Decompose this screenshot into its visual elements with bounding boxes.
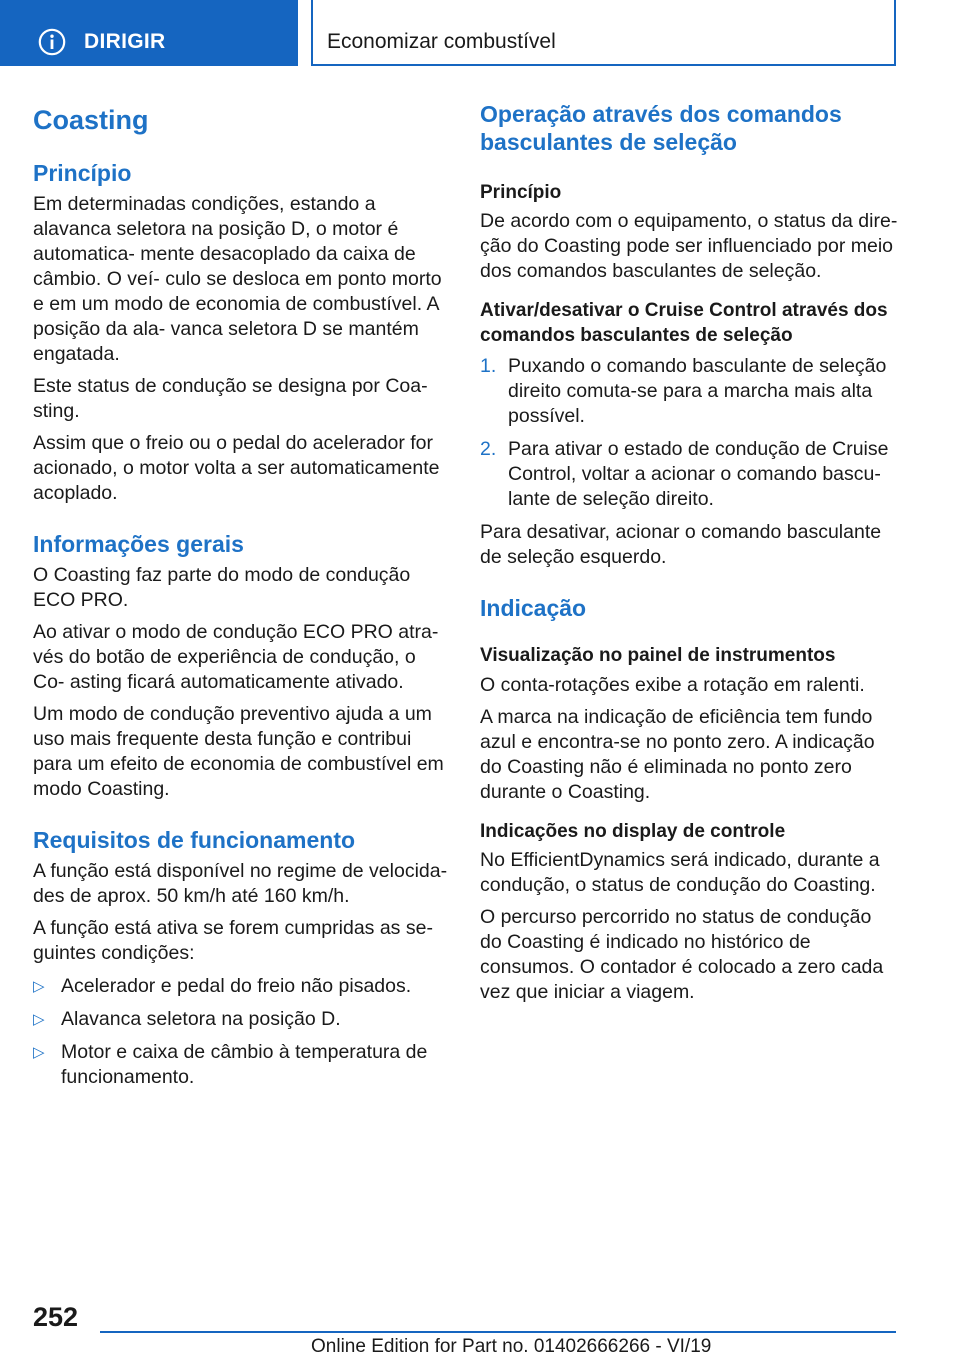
paragraph: Em determinadas condições, estando a alavanca seletora na posição D, o motor é automatica‐ mente desacoplado da caixa de câmbio. O veí‐ culo se desloca em ponto morto e em um modo de economia de combustível. A posição da ala‐ vanca seletora D se mantém engatada. [33,193,442,365]
paragraph: Este status de condução se designa por Coa‐ sting. [33,375,428,422]
step-item [480,437,898,512]
paragraph: Um modo de condução preventivo ajuda a um uso mais frequente desta função e contribui para um efeito de economia de combustível em modo Coasting. [33,703,444,800]
section-tab[interactable] [0,0,298,66]
paragraph: Para desativar, acionar o comando basculante de seleção esquerdo. [480,521,882,568]
triangle-bullet-icon: ▷ [33,1011,45,1028]
subheading-display: Indicações no display de controle [480,821,786,842]
list-item [33,974,451,999]
step-item [480,354,898,429]
paragraph: O conta-rotações exibe a rotação em ralenti. [480,674,865,696]
footer-divider [100,1331,896,1333]
heading-operacao: Operação através dos comandos basculantes de seleção [480,101,842,155]
paragraph: A marca na indicação de eficiência tem fundo azul e encontra-se no ponto zero. A indicação do Coasting não é eliminada no ponto zero durante o Coasting. [480,706,875,803]
heading-requisitos: Requisitos de funcionamento [33,827,356,853]
subheading-painel: Visualização no painel de instrumentos [480,645,836,666]
list-item-text: Acelerador e pedal do freio não pisados. [61,975,412,997]
subheading-ativar-desativar: Ativar/desativar o Cruise Control através dos comandos basculantes de seleção [480,300,888,346]
step-text: Para ativar o estado de condução de Cruise Control, voltar a acionar o comando bascu‐ lante de seleção direito. [508,438,889,510]
right-column [480,100,898,1005]
step-number: 1. [480,355,497,377]
paragraph: A função está disponível no regime de velocida‐ des de aprox. 50 km/h até 160 km/h. [33,860,448,907]
page-number: 252 [33,1302,79,1332]
paragraph: De acordo com o equipamento, o status da dire‐ ção do Coasting pode ser influenciado por meio dos comandos basculantes de seleção. [480,210,898,282]
list-item [33,1007,451,1032]
heading-indicacao: Indicação [480,595,587,621]
chapter-title: Economizar combustível [327,30,556,53]
list-item [33,1040,451,1090]
section-label: DIRIGIR [84,30,166,53]
section-title-coasting: Coasting [33,105,149,135]
triangle-bullet-icon: ▷ [33,1044,45,1061]
list-item-text: Motor e caixa de câmbio à temperatura de funcionamento. [61,1041,428,1088]
heading-informacoes-gerais: Informações gerais [33,531,244,557]
chapter-header [311,0,896,66]
info-icon [38,28,66,56]
paragraph: O Coasting faz parte do modo de condução ECO PRO. [33,564,411,611]
paragraph: No EfficientDynamics será indicado, durante a condução, o status de condução do Coasting. [480,849,880,896]
edition-info: Online Edition for Part no. 01402666266 - VI/19 [311,1336,712,1357]
left-column [33,100,451,1090]
subheading-principio: Princípio [480,182,562,203]
step-number: 2. [480,438,497,460]
triangle-bullet-icon: ▷ [33,978,45,995]
heading-principio: Princípio [33,160,132,186]
paragraph: Assim que o freio ou o pedal do acelerador for acionado, o motor volta a ser automaticamente acoplado. [33,432,440,504]
list-item-text: Alavanca seletora na posição D. [61,1008,341,1030]
step-text: Puxando o comando basculante de seleção direito comuta-se para a marcha mais alta possível. [508,355,887,427]
paragraph: Ao ativar o modo de condução ECO PRO atra‐ vés do botão de experiência de condução, o Co‐ asting ficará automaticamente ativado. [33,621,439,693]
paragraph: A função está ativa se forem cumpridas as se‐ guintes condições: [33,917,433,964]
paragraph: O percurso percorrido no status de condução do Coasting é indicado no histórico de consumos. O contador é colocado a zero cada vez que iniciar a viagem. [480,906,884,1003]
